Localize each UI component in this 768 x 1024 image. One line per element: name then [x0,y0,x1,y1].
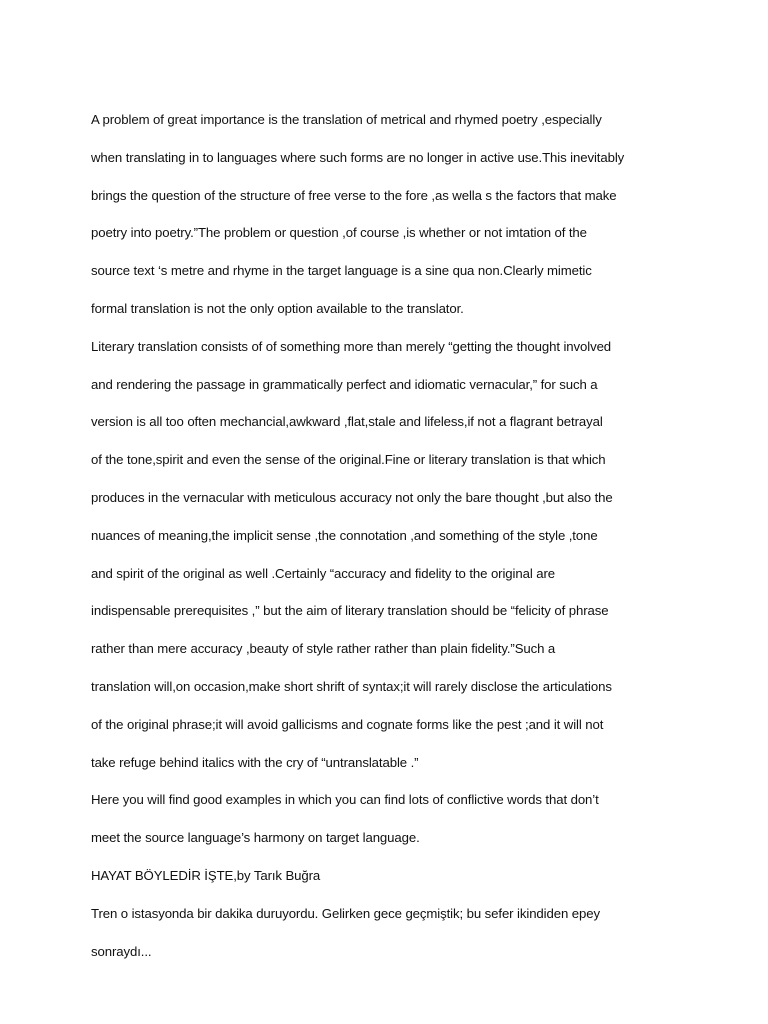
text-line: when translating in to languages where such forms are no longer in active use.This inevitably [91,149,625,165]
text-line: poetry into poetry.”The problem or question ,of course ,is whether or not imtation of the [91,225,587,241]
text-line: HAYAT BÖYLEDİR İŞTE,by Tarık Buğra [91,867,321,883]
text-line: Tren o istasyonda bir dakika duruyordu. Gelirken gece geçmiştik; bu sefer ikindiden epey [91,905,600,921]
text-line: source text ‘s metre and rhyme in the target language is a sine qua non.Clearly mimetic [91,263,592,279]
text-line: brings the question of the structure of free verse to the fore ,as wella s the factors that make [91,187,617,203]
text-line: take refuge behind italics with the cry of “untranslatable .” [91,754,419,770]
text-line: of the tone,spirit and even the sense of the original.Fine or literary translation is that which [91,452,606,468]
text-line: translation will,on occasion,make short shrift of syntax;it will rarely disclose the articulations [91,678,612,694]
text-line: Here you will find good examples in which you can find lots of conflictive words that don’t [91,792,599,808]
text-line: rather than mere accuracy ,beauty of style rather rather than plain fidelity.”Such a [91,641,556,657]
text-line: indispensable prerequisites ,” but the aim of literary translation should be “felicity of phrase [91,603,609,619]
text-line: meet the source language’s harmony on target language. [91,830,420,846]
text-line: and spirit of the original as well .Certainly “accuracy and fidelity to the original are [91,565,555,581]
text-line: produces in the vernacular with meticulous accuracy not only the bare thought ,but also the [91,489,613,505]
text-line: Literary translation consists of of something more than merely “getting the thought involved [91,338,612,354]
text-line: A problem of great importance is the translation of metrical and rhymed poetry ,especially [91,112,602,127]
text-line: version is all too often mechancial,awkward ,flat,stale and lifeless,if not a flagrant betrayal [91,414,603,430]
document-body [91,105,691,974]
text-line: sonraydı... [91,943,152,959]
text-line: nuances of meaning,the implicit sense ,the connotation ,and something of the style ,tone [91,527,598,543]
text-line: and rendering the passage in grammatically perfect and idiomatic vernacular,” for such a [91,376,598,392]
text-line: formal translation is not the only option available to the translator. [91,300,464,316]
text-line: of the original phrase;it will avoid gallicisms and cognate forms like the pest ;and it will not [91,716,604,732]
